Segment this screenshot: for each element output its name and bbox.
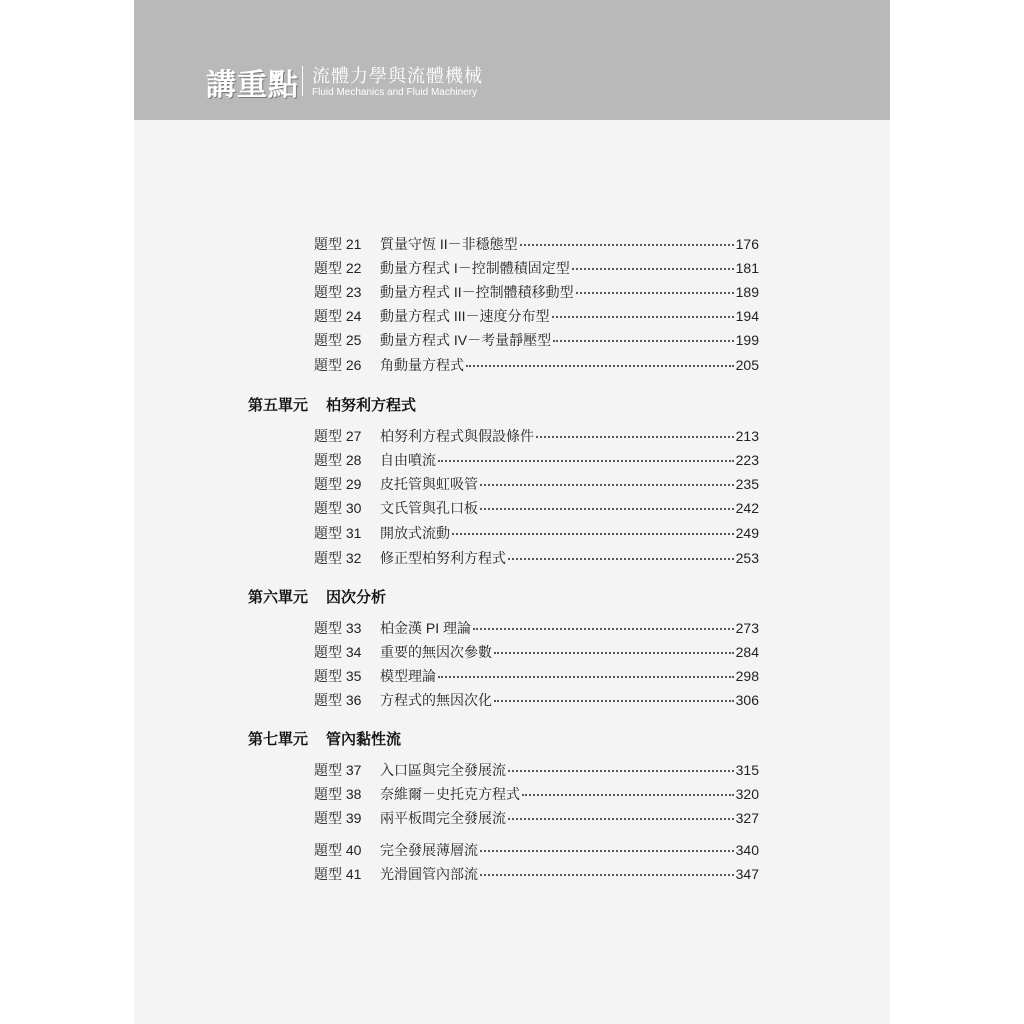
entry-page: 249 xyxy=(735,525,759,541)
entry-title: 文氏管與孔口板 xyxy=(380,500,478,516)
entry-page: 320 xyxy=(735,786,759,802)
entry-title: 入口區與完全發展流 xyxy=(380,762,506,778)
entry-label: 題型 23 xyxy=(314,284,362,300)
unit-title: 因次分析 xyxy=(326,588,387,606)
entry-title: 兩平板間完全發展流 xyxy=(380,810,506,826)
dot-leader xyxy=(480,873,734,876)
toc-entry[interactable] xyxy=(314,330,759,350)
entry-title: 模型理論 xyxy=(380,668,436,684)
entry-label: 題型 21 xyxy=(314,236,362,252)
entry-label: 題型 37 xyxy=(314,762,362,778)
entry-label: 題型 31 xyxy=(314,525,362,541)
toc-entry[interactable] xyxy=(314,690,759,710)
unit-heading[interactable] xyxy=(248,394,416,415)
entry-title: 角動量方程式 xyxy=(380,357,464,373)
entry-page: 306 xyxy=(735,692,759,708)
unit-number: 第五單元 xyxy=(248,396,309,414)
toc-entry[interactable] xyxy=(314,450,759,470)
toc-entry[interactable] xyxy=(314,642,759,662)
dot-leader xyxy=(508,769,734,772)
entry-label: 題型 29 xyxy=(314,476,362,492)
entry-title: 皮托管與虹吸管 xyxy=(380,476,478,492)
entry-title: 柏努利方程式與假設條件 xyxy=(380,428,534,444)
dot-leader xyxy=(522,793,734,796)
entry-title: 柏金漢 PI 理論 xyxy=(380,620,472,636)
book-title: 流體力學與流體機械 xyxy=(312,66,483,87)
entry-page: 194 xyxy=(735,308,759,324)
entry-label: 題型 36 xyxy=(314,692,362,708)
dot-leader xyxy=(576,291,734,294)
dot-leader xyxy=(494,651,734,654)
toc-entry[interactable] xyxy=(314,523,759,543)
entry-title: 方程式的無因次化 xyxy=(380,692,492,708)
entry-title: 奈維爾－史托克方程式 xyxy=(380,786,520,802)
toc-entry[interactable] xyxy=(314,234,759,254)
entry-page: 284 xyxy=(735,644,759,660)
entry-page: 315 xyxy=(735,762,759,778)
entry-page: 199 xyxy=(735,332,759,348)
dot-leader xyxy=(438,459,734,462)
entry-title: 動量方程式 II－控制體積移動型 xyxy=(380,284,574,300)
entry-page: 327 xyxy=(735,810,759,826)
entry-label: 題型 22 xyxy=(314,260,362,276)
unit-title: 柏努利方程式 xyxy=(326,396,417,414)
toc-entry[interactable] xyxy=(314,840,759,860)
toc-entry[interactable] xyxy=(314,864,759,884)
dot-leader xyxy=(480,507,734,510)
entry-title: 修正型柏努利方程式 xyxy=(380,550,506,566)
entry-title: 動量方程式 III－速度分布型 xyxy=(380,308,550,324)
entry-label: 題型 41 xyxy=(314,866,362,882)
toc-entry[interactable] xyxy=(314,282,759,302)
dot-leader xyxy=(452,532,734,535)
toc-entry[interactable] xyxy=(314,808,759,828)
dot-leader xyxy=(494,699,734,702)
entry-title: 完全發展薄層流 xyxy=(380,842,478,858)
entry-title: 動量方程式 I－控制體積固定型 xyxy=(380,260,570,276)
unit-number: 第六單元 xyxy=(248,588,309,606)
book-page xyxy=(134,0,890,1024)
dot-leader xyxy=(552,315,734,318)
dot-leader xyxy=(466,364,734,367)
dot-leader xyxy=(438,675,734,678)
entry-label: 題型 30 xyxy=(314,500,362,516)
entry-label: 題型 39 xyxy=(314,810,362,826)
unit-number: 第七單元 xyxy=(248,730,309,748)
dot-leader xyxy=(473,627,734,630)
dot-leader xyxy=(536,435,734,438)
entry-label: 題型 32 xyxy=(314,550,362,566)
entry-label: 題型 35 xyxy=(314,668,362,684)
entry-page: 242 xyxy=(735,500,759,516)
entry-label: 題型 26 xyxy=(314,357,362,373)
toc-entry[interactable] xyxy=(314,498,759,518)
dot-leader xyxy=(480,849,734,852)
entry-label: 題型 34 xyxy=(314,644,362,660)
entry-page: 223 xyxy=(735,452,759,468)
entry-title: 開放式流動 xyxy=(380,525,450,541)
entry-title: 質量守恆 II－非穩態型 xyxy=(380,236,518,252)
entry-label: 題型 25 xyxy=(314,332,362,348)
dot-leader xyxy=(553,339,734,342)
entry-page: 189 xyxy=(735,284,759,300)
entry-title: 自由噴流 xyxy=(380,452,436,468)
entry-title: 重要的無因次參數 xyxy=(380,644,492,660)
dot-leader xyxy=(508,817,734,820)
entry-label: 題型 28 xyxy=(314,452,362,468)
toc-entry[interactable] xyxy=(314,355,759,375)
entry-page: 340 xyxy=(735,842,759,858)
toc-entry[interactable] xyxy=(314,258,759,278)
unit-title: 管內黏性流 xyxy=(326,730,402,748)
unit-heading[interactable] xyxy=(248,728,401,749)
series-name: 講重點 xyxy=(206,68,299,103)
dot-leader xyxy=(520,243,734,246)
toc-entry[interactable] xyxy=(314,474,759,494)
table-of-contents xyxy=(134,0,890,1024)
entry-page: 298 xyxy=(735,668,759,684)
entry-page: 176 xyxy=(735,236,759,252)
toc-entry[interactable] xyxy=(314,666,759,686)
unit-heading[interactable] xyxy=(248,586,386,607)
entry-page: 273 xyxy=(735,620,759,636)
entry-page: 235 xyxy=(735,476,759,492)
book-title-english: Fluid Mechanics and Fluid Machinery xyxy=(312,87,478,98)
entry-label: 題型 33 xyxy=(314,620,362,636)
entry-label: 題型 40 xyxy=(314,842,362,858)
entry-label: 題型 24 xyxy=(314,308,362,324)
entry-page: 253 xyxy=(735,550,759,566)
toc-entry[interactable] xyxy=(314,548,759,568)
toc-entry[interactable] xyxy=(314,618,759,638)
entry-page: 347 xyxy=(735,866,759,882)
toc-entry[interactable] xyxy=(314,760,759,780)
entry-title: 光滑圓管內部流 xyxy=(380,866,478,882)
dot-leader xyxy=(480,483,734,486)
entry-label: 題型 27 xyxy=(314,428,362,444)
toc-entry[interactable] xyxy=(314,426,759,446)
dot-leader xyxy=(572,267,734,270)
dot-leader xyxy=(508,557,734,560)
entry-label: 題型 38 xyxy=(314,786,362,802)
entry-title: 動量方程式 IV－考量靜壓型 xyxy=(380,332,552,348)
toc-entry[interactable] xyxy=(314,306,759,326)
toc-entry[interactable] xyxy=(314,784,759,804)
entry-page: 205 xyxy=(735,357,759,373)
entry-page: 213 xyxy=(735,428,759,444)
entry-page: 181 xyxy=(735,260,759,276)
